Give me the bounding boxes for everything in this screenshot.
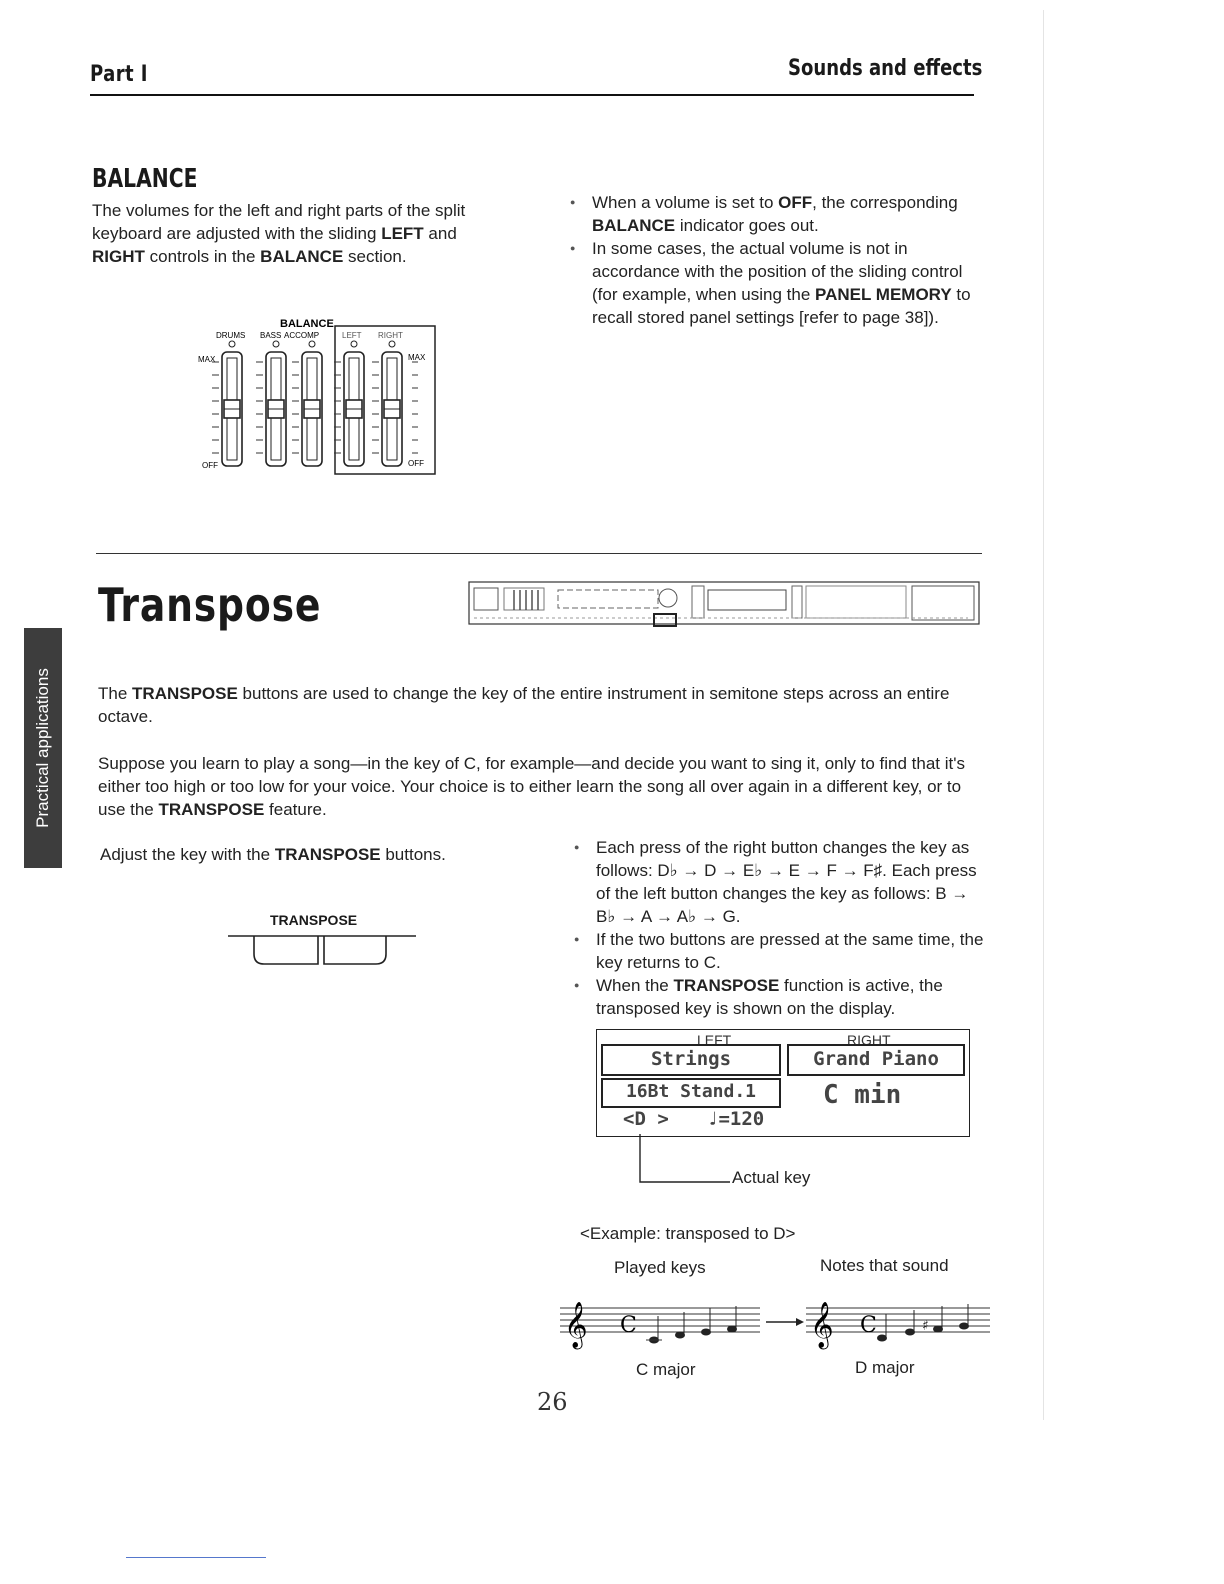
off-label: OFF	[408, 459, 424, 468]
lcd-right-voice: Grand Piano	[787, 1044, 965, 1076]
balance-notes	[568, 191, 984, 329]
transpose-para-3: Adjust the key with the TRANSPOSE buttons.	[100, 845, 446, 864]
actual-key-label: Actual key	[732, 1168, 811, 1187]
lcd-display	[596, 1029, 970, 1137]
example-caption: <Example: transposed to D>	[580, 1224, 796, 1243]
footer-rule	[126, 1557, 266, 1558]
bullet-item: ● When a volume is set to OFF, the corresponding BALANCE indicator goes out.	[568, 191, 984, 237]
lcd-left-voice: Strings	[601, 1044, 781, 1076]
transpose-left-button	[254, 936, 318, 964]
played-key-name: C major	[636, 1360, 696, 1379]
bullet-item: ● When the TRANSPOSE function is active, the transposed key is shown on the display.	[572, 974, 988, 1020]
lcd-left-label: LEFT	[697, 1032, 732, 1048]
channel-label: RIGHT	[378, 331, 403, 340]
lcd-right-label: RIGHT	[847, 1032, 891, 1048]
side-tab	[24, 628, 62, 868]
section-rule	[96, 553, 982, 554]
page-number: 26	[537, 1388, 568, 1416]
actual-key-callout-line	[636, 1134, 736, 1186]
max-label: MAX	[408, 353, 426, 362]
treble-clef-icon: 𝄞	[810, 1302, 834, 1348]
svg-text:♯: ♯	[922, 1318, 929, 1334]
transpose-buttons	[228, 932, 418, 970]
sound-key-name: D major	[855, 1358, 915, 1377]
example-staves	[560, 1288, 1000, 1360]
header-rule	[90, 94, 974, 96]
lcd-chord: C min	[823, 1080, 902, 1110]
transpose-right-button	[324, 936, 386, 964]
bullet-item: ● Each press of the right button changes the key as follows: D♭ → D → E♭ → E → F → F♯. Each press of the left button changes the key as follows: B → B♭ → A → A♭ → G.	[572, 836, 988, 928]
scan-margin-line	[1043, 10, 1044, 1420]
balance-heading: BALANCE	[92, 164, 198, 194]
channel-label: ACCOMP	[284, 331, 320, 340]
balance-intro: The volumes for the left and right parts of the split keyboard are adjusted with the sliding LEFT and RIGHT controls in the BALANCE section.	[92, 201, 466, 266]
channel-label: LEFT	[342, 331, 362, 340]
section-title: Sounds and effects	[788, 56, 983, 81]
bullet-item: ● In some cases, the actual volume is not in accordance with the position of the sliding control (for example, when using the PANEL MEMORY to recall stored panel settings [refer to page 38]).	[568, 237, 984, 329]
transpose-button-label: TRANSPOSE	[270, 912, 358, 928]
panel-location-strip	[468, 580, 980, 630]
lcd-tempo: ♩=120	[707, 1108, 765, 1130]
played-keys-label: Played keys	[614, 1258, 706, 1277]
bullet-item: ● If the two buttons are pressed at the same time, the key returns to C.	[572, 928, 988, 974]
off-label: OFF	[202, 461, 218, 470]
transpose-para-1: The TRANSPOSE buttons are used to change the key of the entire instrument in semitone steps across an entire octave.	[98, 684, 950, 726]
transpose-heading: Transpose	[98, 578, 322, 632]
treble-clef-icon: 𝄞	[564, 1302, 588, 1348]
side-tab-label: Practical applications	[33, 668, 52, 828]
transpose-notes	[572, 836, 988, 1020]
part-label: Part I	[90, 62, 148, 87]
transpose-para-2: Suppose you learn to play a song—in the key of C, for example—and decide you want to sing it, only to find that it's either too high or too low for your voice. Your choice is to either learn the song all over again in a different key, or to use the TRANSPOSE feature.	[98, 754, 965, 819]
channel-label: BASS	[260, 331, 282, 340]
lcd-style: 16Bt Stand.1	[601, 1078, 781, 1108]
svg-text:C: C	[620, 1313, 637, 1338]
notes-sound-label: Notes that sound	[820, 1256, 949, 1275]
slider-group	[212, 341, 418, 466]
channel-label: DRUMS	[216, 331, 246, 340]
svg-text:C: C	[860, 1313, 877, 1338]
lcd-key: <D >	[623, 1108, 669, 1130]
max-label: MAX	[198, 355, 216, 364]
balance-diagram-title: BALANCE	[280, 318, 334, 330]
balance-slider-diagram	[192, 312, 442, 482]
